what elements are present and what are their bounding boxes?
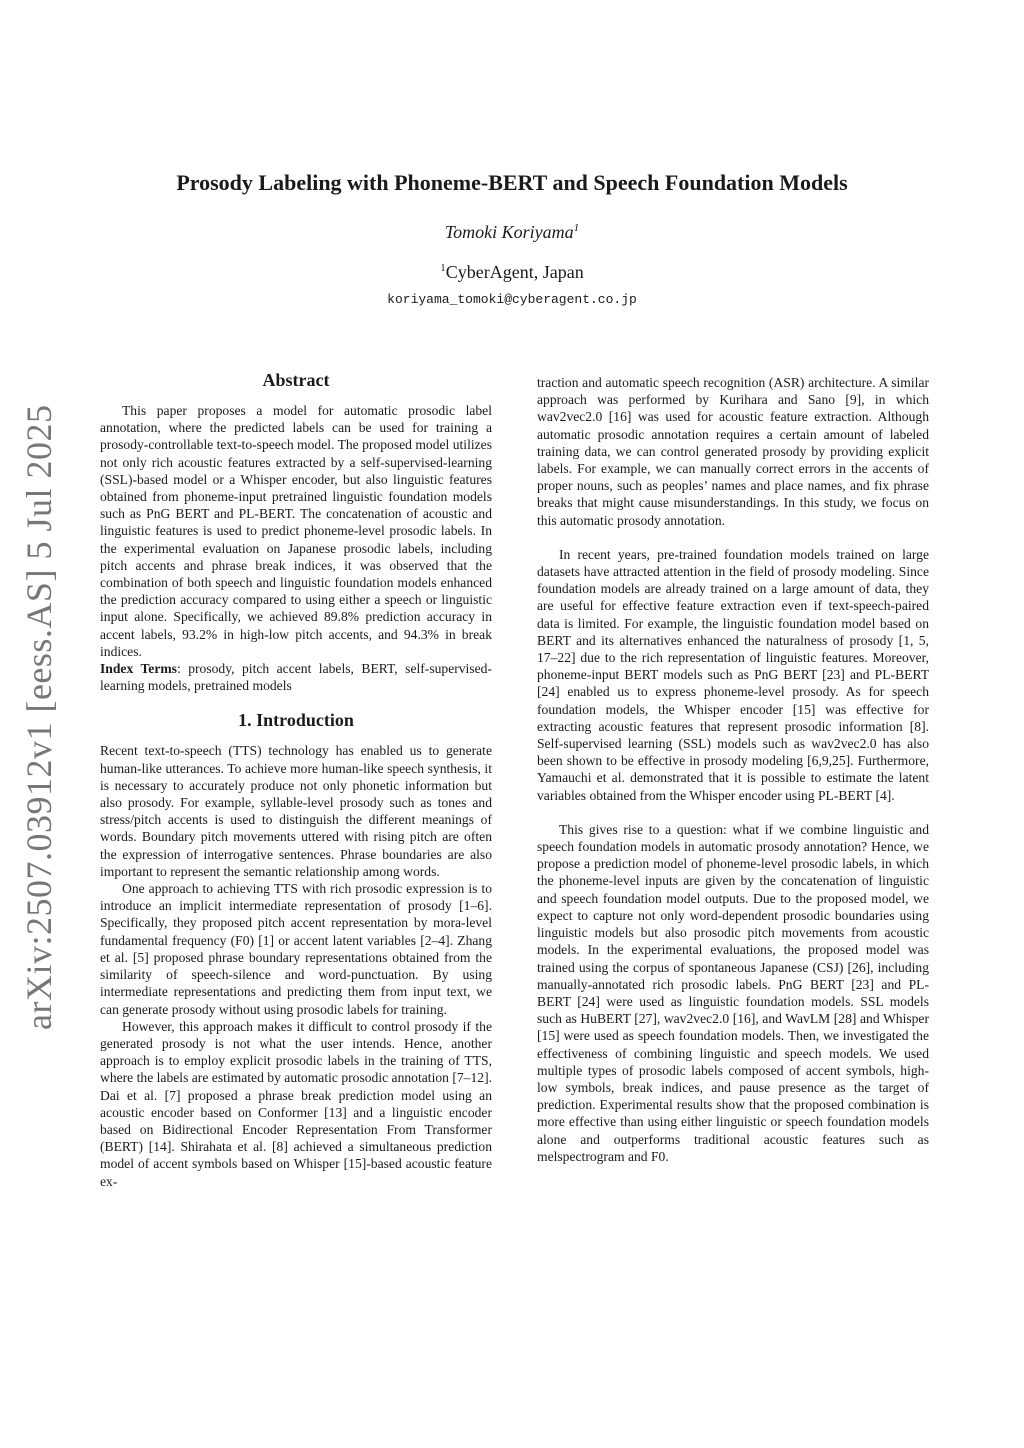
author-affiliation-mark: 1 — [573, 222, 580, 234]
body-paragraph: In recent years, pre-trained foundation models trained on large datasets have attracted attention in the field of prosody modeling. Since foundation models are already trained on a large amount of data, they are useful for effective feature extraction even if text-speech-paired data is limited. For example, the linguistic foundation model based on BERT and its alternatives enhanced the naturalness of prosody [1, 5, 17–22] due to the rich representation of linguistic features. Moreover, phoneme-input BERT models such as PnG BERT [23] and PL-BERT [24] enabled us to express phoneme-level prosody. As for speech foundation models, the Whisper encoder [15] was effective for extracting acoustic features that represent prosodic information [8]. Self-supervised learning (SSL) models such as wav2vec2.0 has also been shown to be effective in prosody modeling [6,9,25]. Furthermore, Yamauchi et al. demonstrated that it is possible to estimate the latent variables obtained from the Whisper encoder using PL-BERT [4]. — [537, 546, 929, 803]
paper-title: Prosody Labeling with Phoneme-BERT and Speech Foundation Models — [176, 170, 848, 195]
left-column — [100, 368, 492, 1190]
index-terms-label: Index Terms — [100, 661, 177, 677]
index-terms — [100, 660, 492, 694]
affiliation-mark: 1 — [440, 262, 446, 274]
body-paragraph: This gives rise to a question: what if we combine linguistic and speech foundation models in automatic prosody annotation? Hence, we propose a prediction model of phoneme-level prosodic labels, in which the phoneme-level inputs are given by the concatenation of linguistic and speech foundation model outputs. Due to the proposed model, we expect to capture not only word-dependent prosodic boundaries using linguistic models but also prosodic pitch movements from acoustic models. In the experimental evaluations, the proposed model was trained using the corpus of spontaneous Japanese (CSJ) [26], including manually-annotated rich prosodic labels. PnG BERT [23] and PL-BERT [24] were used as linguistic foundation models. SSL models such as HuBERT [27], wav2vec2.0 [16], and WavLM [28] and Whisper [15] were used as speech foundation models. Then, we investigated the effectiveness of combining linguistic and speech models. We used multiple types of prosodic labels composed of accent symbols, high-low symbols, break indices, and pause presence as the target of prediction. Experimental results show that the proposed combination is more effective than using either linguistic or speech foundation models alone and outperforms traditional acoustic features such as melspectrogram and F0. — [537, 821, 929, 1164]
abstract-text: This paper proposes a model for automatic prosodic label annotation, where the predicted labels can be used for training a prosody-controllable text-to-speech model. The proposed model utilizes not only rich acoustic features extracted by a self-supervised-learning (SSL)-based model or a Whisper encoder, but also linguistic features obtained from phoneme-input pretrained linguistic foundation models such as PnG BERT and PL-BERT. The concatenation of acoustic and linguistic features is used to predict phoneme-level prosodic labels. In the experimental evaluation on Japanese prosodic labels, including pitch accents and phrase break indices, it was observed that the combination of both speech and linguistic foundation models enhanced the prediction accuracy compared to using either a speech or linguistic input alone. Specifically, we achieved 89.8% prediction accuracy in accent labels, 93.2% in high-low pitch accents, and 94.3% in break indices. — [100, 403, 492, 659]
index-terms-text: : prosody, pitch accent labels, BERT, self-supervised-learning models, pretrained models — [100, 661, 492, 694]
right-column — [537, 374, 929, 1165]
body-paragraph: traction and automatic speech recognition (ASR) architecture. A similar approach was performed by Kurihara and Sano [9], in which wav2vec2.0 [16] was used for acoustic feature extraction. Although automatic prosodic annotation requires a certain amount of labeled training data, we can control generated prosody by providing explicit labels. For example, we can manually correct errors in the accents of proper nouns, such as peoples’ names and place names, and fix phrase breaks that might cause misunderstandings. In this study, we focus on this automatic prosody annotation. — [537, 375, 929, 528]
intro-paragraph: One approach to achieving TTS with rich prosodic expression is to introduce an implicit intermediate representation of prosody [1–6]. Specifically, they proposed pitch accent representation by mora-level fundamental frequency (F0) [1] or accent latent variables [2–4]. Zhang et al. [5] proposed phrase boundary representations obtained from the similarity of speech-silence and word-punctuation. By using intermediate representations and predicting them from input text, we can generate prosody without using prosodic labels for training. — [100, 881, 492, 1017]
author-email[interactable]: koriyama_tomoki@cyberagent.co.jp — [387, 292, 637, 307]
author-line — [0, 222, 1024, 243]
affiliation-line — [0, 262, 1024, 283]
affiliation-name: CyberAgent, Japan — [445, 262, 584, 282]
intro-paragraph: Recent text-to-speech (TTS) technology has enabled us to generate human-like utterances. To achieve more human-like speech synthesis, it is necessary to accurately produce not only phonetic information but also prosody. For example, syllable-level prosody such as tones and stress/pitch accents is used to distinguish the different meanings of words. Boundary pitch movements uttered with rising pitch are often the expression of interrogative sentences. Phrase boundaries are also important to represent the semantic relationship among words. — [100, 743, 492, 879]
abstract-heading: Abstract — [262, 370, 330, 390]
arxiv-identifier: arXiv:2507.03912v1 [eess.AS] 5 Jul 2025 — [19, 404, 59, 1030]
intro-paragraph: However, this approach makes it difficult to control prosody if the generated prosody is not what the user intends. Hence, another approach is to employ explicit prosodic labels in the training of TTS, where the labels are estimated by automatic prosodic annotation [7–12]. Dai et al. [7] proposed a phrase break prediction model using an acoustic encoder based on Conformer [13] and a linguistic encoder based on Bidirectional Encoder Representation From Transformer (BERT) [14]. Shirahata et al. [8] achieved a simultaneous prediction model of accent symbols based on Whisper [15]-based acoustic feature ex- — [100, 1018, 492, 1189]
introduction-heading: 1. Introduction — [238, 710, 354, 731]
author-name: Tomoki Koriyama — [444, 222, 574, 242]
